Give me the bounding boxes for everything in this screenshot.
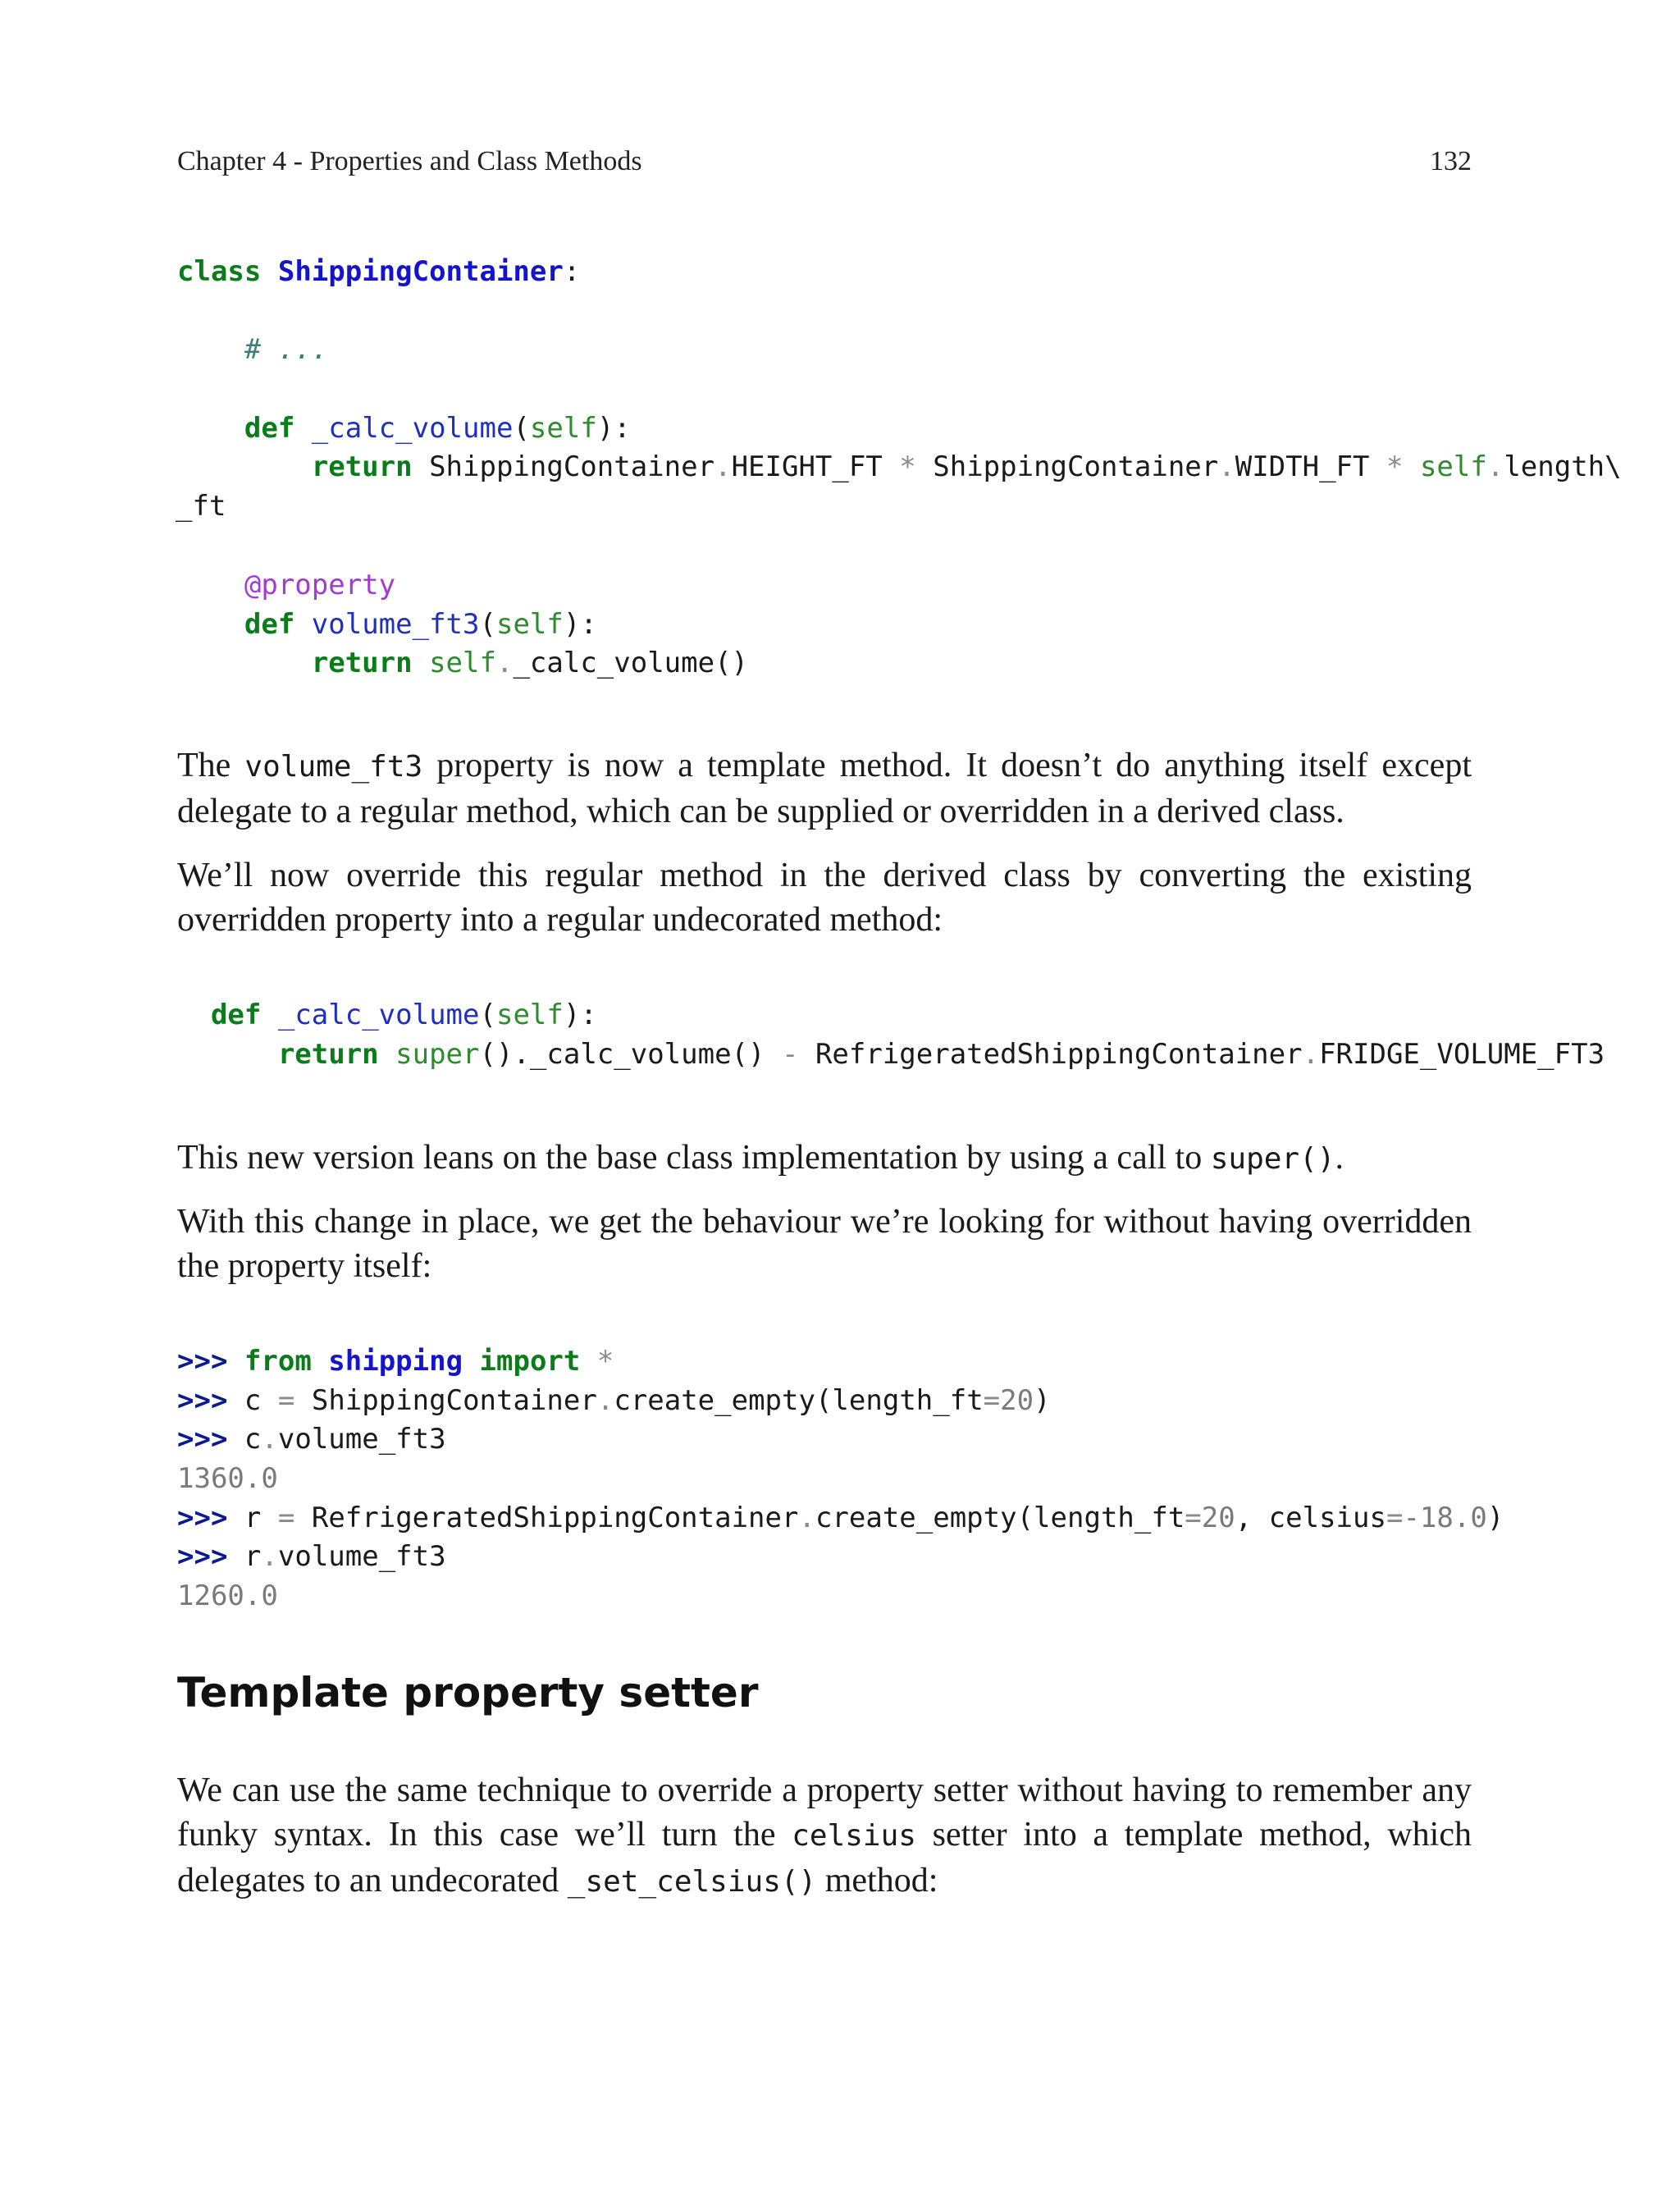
code-operator: . xyxy=(261,1423,278,1456)
code-operator: . xyxy=(1486,450,1504,484)
code-block-refrigerated-calc: def _calc_volume(self): return super()._calc_volume() - RefrigeratedShippingContainer.FRIDGE_VOLUME_FT3 xyxy=(210,999,1605,1071)
code-punct: ) xyxy=(1486,1501,1504,1534)
code-identifier: length\ xyxy=(1504,450,1622,484)
code-operator: = xyxy=(1386,1501,1404,1534)
code-identifier: _ft xyxy=(176,490,226,523)
code-module-name: shipping xyxy=(328,1345,463,1378)
code-identifier: r xyxy=(244,1501,262,1534)
text-run: The xyxy=(177,747,245,784)
code-keyword: def xyxy=(244,411,295,445)
paragraph-setter-technique xyxy=(177,1768,1472,1904)
code-keyword: return xyxy=(277,1037,379,1071)
code-operator: . xyxy=(596,1383,614,1417)
code-wrap-continuation xyxy=(176,487,226,527)
code-keyword: import xyxy=(479,1345,581,1378)
code-identifier: r xyxy=(244,1540,262,1574)
code-identifier: HEIGHT_FT xyxy=(731,450,883,484)
repl-output: 1360.0 xyxy=(177,1462,278,1496)
code-punct: ) xyxy=(1034,1383,1051,1417)
code-function-name: _calc_volume xyxy=(277,999,480,1031)
code-operator: * xyxy=(1386,450,1404,484)
paragraph-behaviour: With this change in place, we get the behaviour we’re looking for without having overridden the property itself: xyxy=(177,1203,1472,1285)
code-self: self xyxy=(529,411,597,445)
text-run: method: xyxy=(816,1862,938,1899)
code-keyword: def xyxy=(244,607,295,641)
code-operator: * xyxy=(899,450,916,484)
inline-code: celsius xyxy=(792,1819,916,1853)
paragraph-template-method xyxy=(177,743,1472,834)
code-punct: : xyxy=(563,255,581,288)
paragraph-override-intro: We’ll now override this regular method in the derived class by converting the existing overridden property into a regular undecorated method: xyxy=(177,857,1472,939)
code-number: 20 xyxy=(1000,1383,1034,1417)
code-keyword: def xyxy=(210,999,262,1031)
text-run: setter into a template method, which delegates to an undecorated xyxy=(177,1816,1472,1899)
code-number: 20 xyxy=(1201,1501,1235,1534)
code-identifier: FRIDGE_VOLUME_FT3 xyxy=(1319,1037,1605,1071)
code-identifier: c xyxy=(244,1423,262,1456)
chapter-title: Chapter 4 - Properties and Class Methods xyxy=(177,146,642,176)
code-builtin: super xyxy=(395,1037,480,1071)
code-identifier: _calc_volume() xyxy=(513,647,749,680)
code-keyword: return xyxy=(311,450,413,484)
paragraph-super-call xyxy=(177,1136,1472,1182)
code-operator: = xyxy=(1185,1501,1202,1534)
text-run: . xyxy=(1335,1139,1344,1177)
code-self: self xyxy=(429,647,496,680)
code-operator: = xyxy=(277,1383,295,1417)
code-decorator: @property xyxy=(244,569,396,601)
code-identifier: ShippingContainer xyxy=(933,450,1219,484)
code-identifier: ()._calc_volume() xyxy=(479,1037,765,1071)
code-identifier: c xyxy=(244,1383,262,1417)
text-run: property is now a template method. It doesn’t do anything itself except delegate to a regular method, which can be supplied or overridden in a derived class. xyxy=(177,747,1472,830)
code-keyword: from xyxy=(244,1345,312,1378)
code-operator: = xyxy=(277,1501,295,1534)
inline-code: _set_celsius() xyxy=(567,1865,817,1899)
code-identifier: ShippingContainer xyxy=(311,1383,597,1417)
code-keyword: return xyxy=(311,647,413,680)
repl-output: 1260.0 xyxy=(177,1579,278,1613)
code-identifier: RefrigeratedShippingContainer xyxy=(311,1501,799,1534)
text-run: We can use the same technique to override a property setter without having to remember any funky syntax. In this case we’ll turn the xyxy=(177,1771,1472,1854)
code-identifier: RefrigeratedShippingContainer xyxy=(815,1037,1303,1071)
repl-prompt: >>> xyxy=(177,1501,228,1534)
code-operator: . xyxy=(714,450,732,484)
code-block-repl-session xyxy=(177,1342,1504,1616)
repl-prompt: >>> xyxy=(177,1383,228,1417)
code-block-shipping-container: class ShippingContainer: # ... def _calc_volume(self): return ShippingContainer.HEIGHT_FT * ShippingContainer.WIDTH_FT * self.length\ xyxy=(177,255,1622,484)
code-keyword: class xyxy=(177,255,262,288)
page-number: 132 xyxy=(1430,146,1472,176)
inline-code: super() xyxy=(1210,1142,1335,1176)
code-operator: . xyxy=(798,1501,815,1534)
code-class-name: ShippingContainer xyxy=(277,255,564,288)
text-run: This new version leans on the base class implementation by using a call to xyxy=(177,1139,1211,1177)
repl-prompt: >>> xyxy=(177,1345,228,1378)
code-identifier: volume_ft3 xyxy=(277,1540,446,1574)
code-operator: . xyxy=(261,1540,278,1574)
code-comment: # ... xyxy=(244,333,329,367)
code-operator: . xyxy=(495,647,514,680)
code-self: self xyxy=(495,607,564,641)
code-block-volume-property: @property def volume_ft3(self): return self._calc_volume() xyxy=(244,569,749,680)
page-header xyxy=(177,146,1472,184)
code-number: -18.0 xyxy=(1403,1501,1487,1534)
code-identifier: volume_ft3 xyxy=(277,1423,446,1456)
code-operator: . xyxy=(1302,1037,1320,1071)
code-operator: . xyxy=(1218,450,1235,484)
code-function-name: volume_ft3 xyxy=(311,607,480,641)
repl-prompt: >>> xyxy=(177,1540,228,1574)
inline-code: volume_ft3 xyxy=(244,750,423,784)
code-identifier: WIDTH_FT xyxy=(1235,450,1370,484)
section-heading: Template property setter xyxy=(177,1669,759,1716)
code-identifier: , celsius xyxy=(1235,1501,1386,1534)
code-operator: = xyxy=(983,1383,1001,1417)
code-identifier: create_empty(length_ft xyxy=(815,1501,1185,1534)
repl-prompt: >>> xyxy=(177,1423,228,1456)
code-identifier: create_empty(length_ft xyxy=(614,1383,984,1417)
code-function-name: _calc_volume xyxy=(311,411,514,445)
code-operator: * xyxy=(596,1345,614,1378)
code-operator: - xyxy=(781,1037,799,1071)
code-identifier: ShippingContainer xyxy=(429,450,715,484)
code-self: self xyxy=(495,999,564,1031)
code-self: self xyxy=(1419,450,1487,484)
